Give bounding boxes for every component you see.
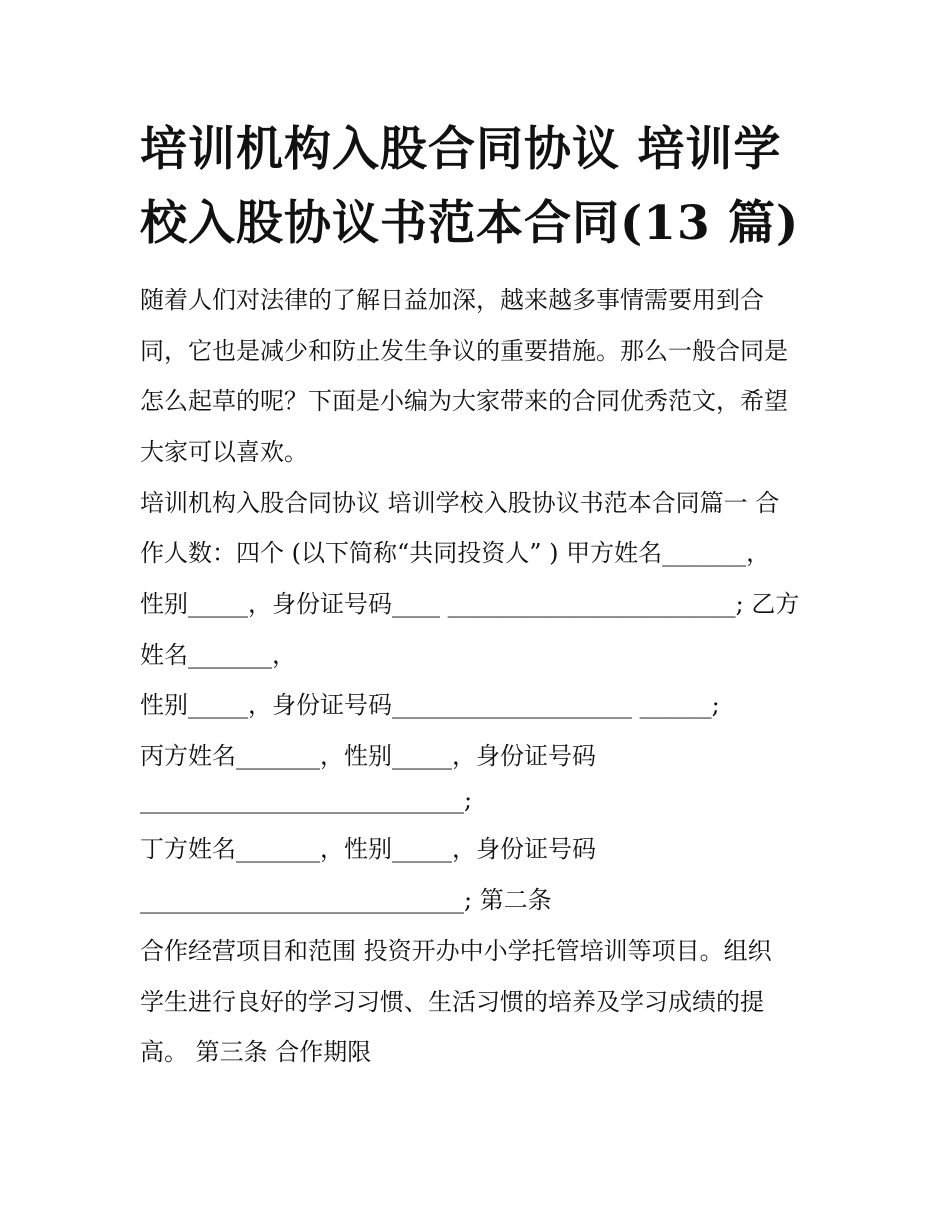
body-line: 合作经营项目和范围 投资开办中小学托管培训等项目。组织 — [140, 937, 772, 965]
body-line: 丁方姓名_______，性别_____，身份证号码 — [140, 835, 596, 863]
body-line: 同，它也是减少和防止发生争议的重要措施。那么一般合同是 — [140, 337, 788, 365]
title-line-2: 校入股协议书范本合同(13 篇) — [140, 196, 800, 251]
body-line: 姓名_______， — [140, 641, 296, 669]
body-line: ___________________________; 第二条 — [140, 886, 552, 914]
body-line: 随着人们对法律的了解日益加深，越来越多事情需要用到合 — [140, 286, 764, 314]
body-line: ___________________________; — [140, 786, 473, 814]
body-line: 学生进行良好的学习习惯、生活习惯的培养及学习成绩的提 — [140, 988, 764, 1016]
body-line: 作人数：四个 (以下简称“共同投资人” ) 甲方姓名_______， — [140, 539, 771, 567]
body-line: 高。 第三条 合作期限 — [140, 1038, 372, 1066]
document-title — [140, 113, 830, 261]
body-line: 性别_____，身份证号码____________________ ______; — [140, 691, 720, 719]
body-line: 培训机构入股合同协议 培训学校入股协议书范本合同篇一 合 — [140, 489, 780, 517]
title-line-1: 培训机构入股合同协议 培训学 — [140, 122, 782, 177]
body-line: 怎么起草的呢？下面是小编为大家带来的合同优秀范文，希望 — [140, 387, 788, 415]
body-line: 性别_____，身份证号码____ ________________________; 乙方 — [140, 590, 800, 618]
body-line: 丙方姓名_______，性别_____，身份证号码 — [140, 742, 596, 770]
body-line: 大家可以喜欢。 — [140, 438, 308, 466]
